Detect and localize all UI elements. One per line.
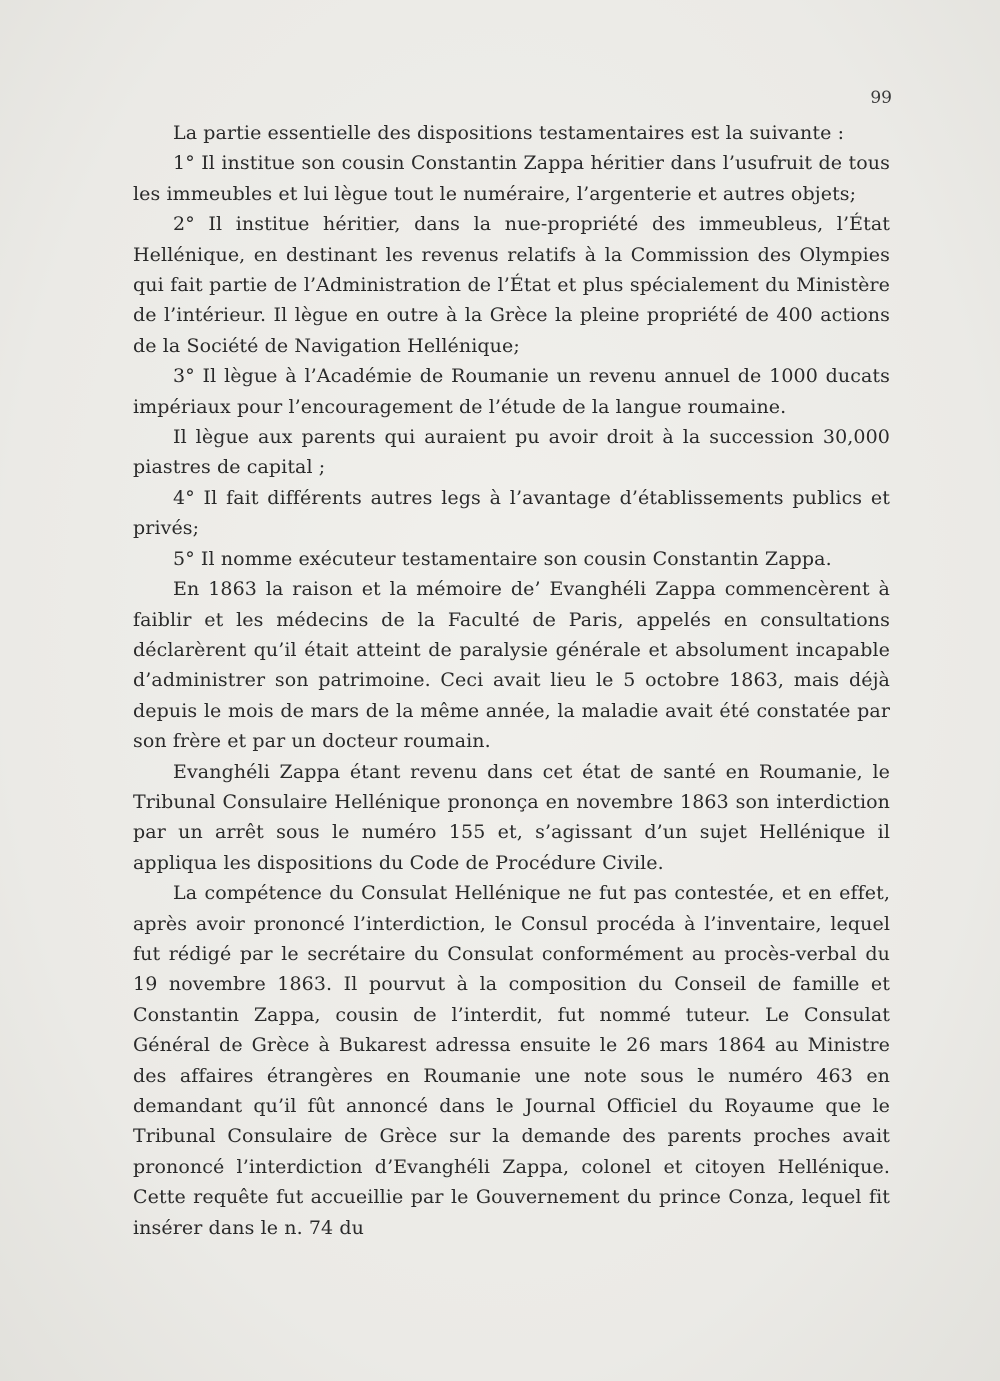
paragraph-item-1: 1° Il institue son cousin Constantin Zappa héritier dans l’usufruit de tous les immeubles et lui lègue tout le numéraire, l’argenterie et autres objets; [133, 152, 890, 205]
paragraph-consulate: La compétence du Consulat Hellénique ne fut pas contestée, et en effet, après avoir prononcé l’interdiction, le Consul procéda à l’inventaire, lequel fut rédigé par le secrétaire du Consulat conformément au procès-verbal du 19 novembre 1863. Il pourvut à la composition du Conseil de famille et Constantin Zappa, cousin de l’interdit, fut nommé tuteur. Le Consulat Général de Grèce à Bukarest adressa ensuite le 26 mars 1864 au Ministre des affaires étrangères en Roumanie une note sous le numéro 463 en demandant qu’il fût annoncé dans le Journal Officiel du Royaume que le Tribunal Consulaire de Grèce sur la demande des parents proches avait prononcé l’interdiction d’Evanghéli Zappa, colonel et citoyen Hellénique. Cette requête fut accueillie par le Gouvernement du prince Conza, lequel fit insérer dans le n. 74 du [133, 882, 890, 1239]
paragraph-interdiction: Evanghéli Zappa étant revenu dans cet état de santé en Roumanie, le Tribunal Consulaire Hellénique prononça en novembre 1863 son interdiction par un arrêt sous le numéro 155 et, s’agissant d’un sujet Hellénique il appliqua les dispositions du Code de Procédure Civile. [133, 760, 890, 874]
paragraph-intro: La partie essentielle des dispositions testamentaires est la suivante : [173, 122, 845, 144]
paragraph-illness: En 1863 la raison et la mémoire de’ Evanghéli Zappa commencèrent à faiblir et les médecins de la Faculté de Paris, appelés en consultations déclarèrent qu’il était atteint de paralysie générale et absolument incapable d’administrer son patrimoine. Ceci avait lieu le 5 octobre 1863, mais déjà depuis le mois de mars de la même année, la maladie avait été constatée par son frère et par un docteur roumain. [133, 578, 890, 753]
page-number: 99 [870, 88, 892, 108]
body-text [133, 118, 890, 1243]
paragraph-item-2: 2° Il institue héritier, dans la nue-propriété des immeubleus, l’État Hellénique, en destinant les revenus relatifs à la Commission des Olympies qui fait partie de l’Administration de l’État et plus spécialement du Ministère de l’intérieur. Il lègue en outre à la Grèce la pleine propriété de 400 actions de la Société de Navigation Hellénique; [133, 213, 890, 357]
paragraph-item-4: 4° Il fait différents autres legs à l’avantage d’établissements publics et privés; [133, 486, 890, 540]
paragraph-parents-legacy: Il lègue aux parents qui auraient pu avoir droit à la succession 30,000 piastres de capital ; [133, 426, 890, 479]
paragraph-item-3: 3° Il lègue à l’Académie de Roumanie un revenu annuel de 1000 ducats impériaux pour l’encouragement de l’étude de la langue roumaine. [133, 365, 890, 418]
paragraph-item-5: 5° Il nomme exécuteur testamentaire son cousin Constantin Zappa. [173, 547, 832, 570]
